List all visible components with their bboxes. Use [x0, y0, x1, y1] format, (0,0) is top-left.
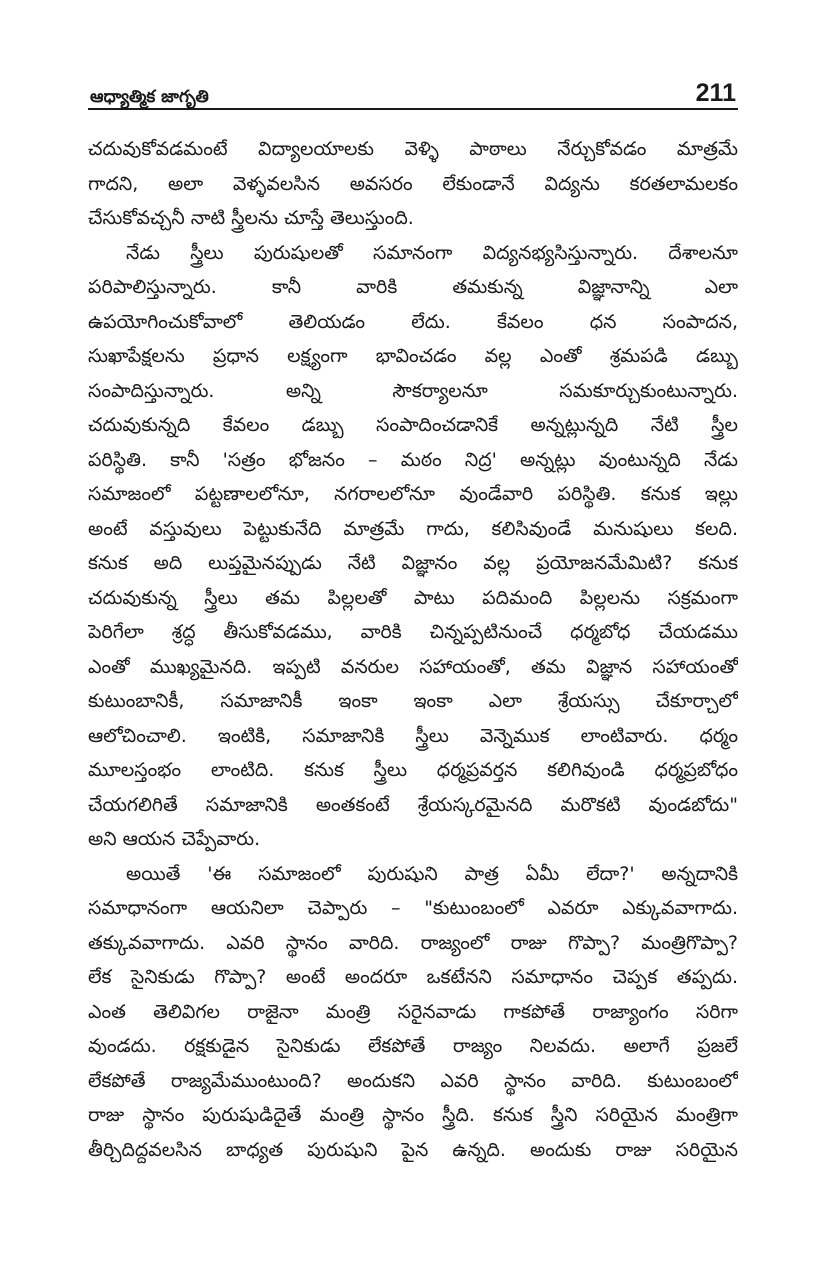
- text-line: అయితే 'ఈ సమాజంలో పురుషుని పాత్ర ఏమీ లేదా?' అన్నదానికి: [126, 862, 738, 885]
- text-line: ఆలోచించాలి. ఇంటికి, సమాజానికి స్త్రీలు వెన్నెముక లాంటివారు. ధర్మం: [88, 724, 738, 747]
- text-line: ఎంత తెలివిగల రాజైనా మంత్రి సరైనవాడు గాకపోతే రాజ్యాంగం సరిగా: [88, 1000, 738, 1023]
- text-line: మూలస్తంభం లాంటిది. కనుక స్త్రీలు ధర్మప్రవర్తన కలిగివుండి ధర్మప్రబోధం: [88, 759, 738, 781]
- text-line: ఎంతో ముఖ్యమైనది. ఇప్పటి వనరుల సహాయంతో, తమ విజ్ఞాన సహాయంతో: [88, 655, 738, 678]
- text-line: చేయగలిగితే సమాజానికి అంతకంటే శ్రేయస్కరమైనది మరొకటి వుండబోదు": [88, 793, 738, 816]
- book-title: ఆధ్యాత్మిక జాగృతి: [90, 87, 209, 107]
- page-number: 211: [695, 79, 736, 107]
- text-line: చదువుకున్నది కేవలం డబ్బు సంపాదించడానికే అన్నట్లున్నది నేటి స్త్రీల: [88, 414, 738, 436]
- text-line: తక్కువవాగాదు. ఎవరి స్థానం వారిది. రాజ్యంలో రాజు గొప్పా? మంత్రిగొప్పా?: [88, 931, 738, 954]
- text-line: ఉపయోగించుకోవాలో తెలియడం లేదు. కేవలం ధన సంపాదన,: [88, 310, 738, 333]
- text-line: సమాజంలో పట్టణాలలోనూ, నగరాలలోనూ వుండేవారి పరిస్థితి. కనుక ఇల్లు: [88, 483, 738, 505]
- text-line: వుండదు. రక్షకుడైన సైనికుడు లేకపోతే రాజ్యం నిలవదు. అలాగే ప్రజలే: [88, 1035, 738, 1057]
- text-line: పరిస్థితి. కానీ 'సత్రం భోజనం – మఠం నిద్ర' అన్నట్లు వుంటున్నది నేడు: [88, 448, 738, 471]
- text-line: అని ఆయన చెప్పేవారు.: [88, 828, 261, 850]
- text-line: అంటే వస్తువులు పెట్టుకునేది మాత్రమే గాదు, కలిసివుండే మనుషులు కలది.: [88, 517, 738, 540]
- text-line: సంపాదిస్తున్నారు. అన్ని సౌకర్యాలనూ సమకూర్చుకుంటున్నారు.: [88, 379, 738, 402]
- paragraph: [88, 236, 738, 857]
- book-page: [88, 74, 738, 1167]
- text-line: లేకపోతే రాజ్యమేముంటుంది? అందుకని ఎవరి స్థానం వారిది. కుటుంబంలో: [88, 1069, 738, 1092]
- text-line: గాదని, అలా వెళ్ళవలసిన అవసరం లేకుండానే విద్యను కరతలామలకం: [88, 172, 738, 195]
- text-line: కనుక అది లుప్తమైనప్పుడు నేటి విజ్ఞానం వల్ల ప్రయోజనమేమిటి? కనుక: [88, 552, 738, 574]
- text-line: నేడు స్త్రీలు పురుషులతో సమానంగా విద్యనభ్యసిస్తున్నారు. దేశాలనూ: [126, 241, 738, 264]
- text-line: పెరిగేలా శ్రద్ధ తీసుకోవడము, వారికి చిన్నప్పటినుంచే ధర్మబోధ చేయడము: [88, 621, 738, 643]
- text-line: చదువుకున్న స్త్రీలు తమ పిల్లలతో పాటు పదిమంది పిల్లలను సక్రమంగా: [88, 586, 738, 609]
- body-text: [88, 132, 738, 1167]
- text-line: తీర్చిదిద్దవలసిన బాధ్యత పురుషుని పైన ఉన్నది. అందుకు రాజు సరియైన: [88, 1138, 738, 1161]
- text-line: లేక సైనికుడు గొప్పా? అంటే అందరూ ఒకటేనని సమాధానం చెప్పక తప్పదు.: [88, 966, 738, 988]
- text-line: పరిపాలిస్తున్నారు. కానీ వారికి తమకున్న విజ్ఞానాన్ని ఎలా: [88, 276, 738, 298]
- text-line: కుటుంబానికీ, సమాజానికీ ఇంకా ఇంకా ఎలా శ్రేయస్సు చేకూర్చాలో: [88, 690, 738, 712]
- running-header: [88, 74, 738, 110]
- paragraph: [88, 857, 738, 1168]
- text-line: చదువుకోవడమంటే విద్యాలయాలకు వెళ్ళి పాఠాలు నేర్చుకోవడం మాత్రమే: [88, 138, 738, 160]
- text-line: రాజు స్థానం పురుషుడిదైతే మంత్రి స్థానం స్త్రీది. కనుక స్త్రీని సరియైన మంత్రిగా: [88, 1104, 738, 1126]
- text-line: చేసుకోవచ్చనీ నాటి స్త్రీలను చూస్తే తెలుస్తుంది.: [88, 207, 414, 229]
- paragraph: [88, 132, 738, 236]
- text-line: సుఖాపేక్షలను ప్రధాన లక్ష్యంగా భావించడం వల్ల ఎంతో శ్రమపడి డబ్బు: [88, 345, 738, 367]
- text-line: సమాధానంగా ఆయనిలా చెప్పారు – "కుటుంబంలో ఎవరూ ఎక్కువవాగాదు.: [88, 897, 738, 919]
